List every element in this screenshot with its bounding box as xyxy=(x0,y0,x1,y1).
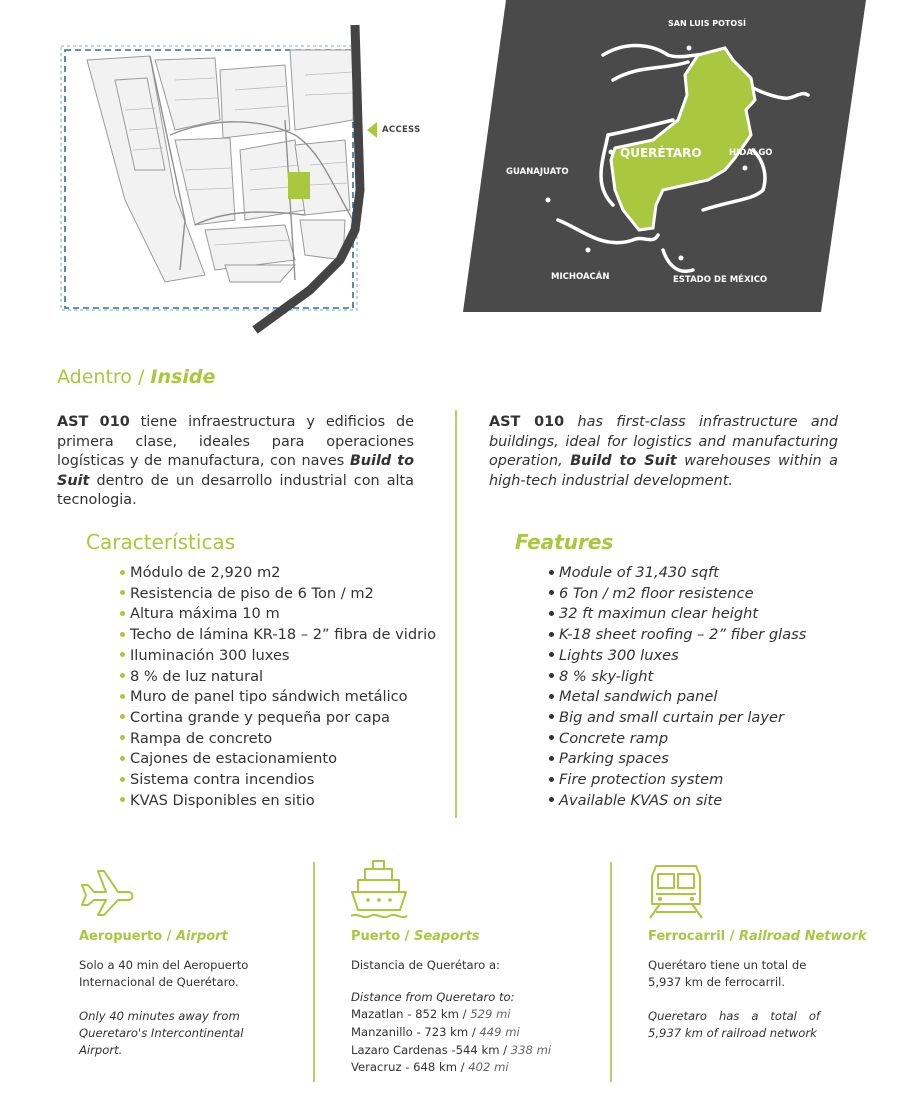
list-item: 8 % sky-light xyxy=(549,667,806,688)
list-item: Lights 300 luxes xyxy=(549,646,806,667)
ship-icon xyxy=(348,858,410,920)
list-item: Muro de panel tipo sándwich metálico xyxy=(120,687,436,708)
list-item: Sistema contra incendios xyxy=(120,770,436,791)
list-item: Altura máxima 10 m xyxy=(120,604,436,625)
list-item: Fire protection system xyxy=(549,770,806,791)
list-item: Mazatlan - 852 km / 529 mi xyxy=(351,1007,511,1021)
site-plan-image xyxy=(55,20,385,340)
airplane-icon xyxy=(78,865,138,917)
list-item: Big and small curtain per layer xyxy=(549,708,806,729)
state-label-san-luis: SAN LUIS POTOSÍ xyxy=(668,19,746,28)
bottom-divider-2 xyxy=(610,862,612,1082)
list-item: Resistencia de piso de 6 Ton / m2 xyxy=(120,584,436,605)
list-item: 6 Ton / m2 floor resistence xyxy=(549,584,806,605)
features-es-title: Características xyxy=(86,530,236,554)
list-item: Cortina grande y pequeña por capa xyxy=(120,708,436,729)
center-divider xyxy=(455,410,457,818)
list-item: Cajones de estacionamiento xyxy=(120,749,436,770)
list-item: KVAS Disponibles en sitio xyxy=(120,791,436,812)
inside-paragraph-es: AST 010 tiene infraestructura y edificios de primera clase, ideales para operaciones logísticas y de manufactura, con naves Build to Suit dentro de un desarrollo industrial con alta tecnologia. xyxy=(57,414,414,508)
list-item: Iluminación 300 luxes xyxy=(120,646,436,667)
railroad-title: Ferrocarril / Railroad Network xyxy=(648,929,867,944)
airport-title: Aeropuerto / Airport xyxy=(79,929,228,944)
state-label-edomex: ESTADO DE MÉXICO xyxy=(673,275,768,285)
list-item: Lazaro Cardenas -544 km / 338 mi xyxy=(351,1042,552,1057)
access-label: ACCESS xyxy=(382,125,421,135)
list-item: Veracruz - 648 km / 402 mi xyxy=(351,1060,509,1075)
features-en-title: Features xyxy=(515,530,614,554)
list-item: Parking spaces xyxy=(549,749,806,770)
seaport-title: Puerto / Seaports xyxy=(351,929,480,944)
list-item: Rampa de concreto xyxy=(120,729,436,750)
list-item: 8 % de luz natural xyxy=(120,667,436,688)
railroad-text-es: Querétaro tiene un total de 5,937 km de ferrocarril. xyxy=(648,958,807,989)
bottom-divider-1 xyxy=(313,862,315,1082)
seaport-distances xyxy=(351,1006,551,1077)
seaport-text-es: Distancia de Querétaro a: xyxy=(351,958,500,972)
features-en-list xyxy=(549,563,806,811)
list-item: Módulo de 2,920 m2 xyxy=(120,563,436,584)
airport-text-es: Solo a 40 min del Aeropuerto Internacional de Querétaro. xyxy=(79,958,249,989)
list-item: Concrete ramp xyxy=(549,729,806,750)
list-item: K-18 sheet roofing – 2” fiber glass xyxy=(549,625,806,646)
list-item: Metal sandwich panel xyxy=(549,687,806,708)
list-item: Available KVAS on site xyxy=(549,791,806,812)
list-item: Module of 31,430 sqft xyxy=(549,563,806,584)
seaport-text-en: Distance from Queretaro to: xyxy=(351,990,515,1004)
list-item: Techo de lámina KR-18 – 2” fibra de vidrio xyxy=(120,625,436,646)
airport-text-en: Only 40 minutes away from Queretaro's Intercontinental Airport. xyxy=(79,1009,244,1057)
inside-paragraph-en: AST 010 has first-class infrastructure and buildings, ideal for logistics and manufacturing operation, Build to Suit warehouses within a high-tech industrial development. xyxy=(489,414,838,489)
features-es-list xyxy=(120,563,436,811)
list-item: 32 ft maximun clear height xyxy=(549,604,806,625)
list-item: Manzanillo - 723 km / 449 mi xyxy=(351,1024,520,1039)
state-label-hidalgo: HIDALGO xyxy=(729,148,773,158)
inside-title: Adentro / Inside xyxy=(57,366,216,388)
state-label-queretaro: QUERÉTARO xyxy=(620,146,702,160)
state-label-michoacan: MICHOACÁN xyxy=(551,272,610,282)
railroad-text-en: Queretaro has a total of 5,937 km of railroad network xyxy=(648,1009,820,1040)
train-icon xyxy=(646,860,706,920)
state-label-guanajuato: GUANAJUATO xyxy=(506,167,569,177)
